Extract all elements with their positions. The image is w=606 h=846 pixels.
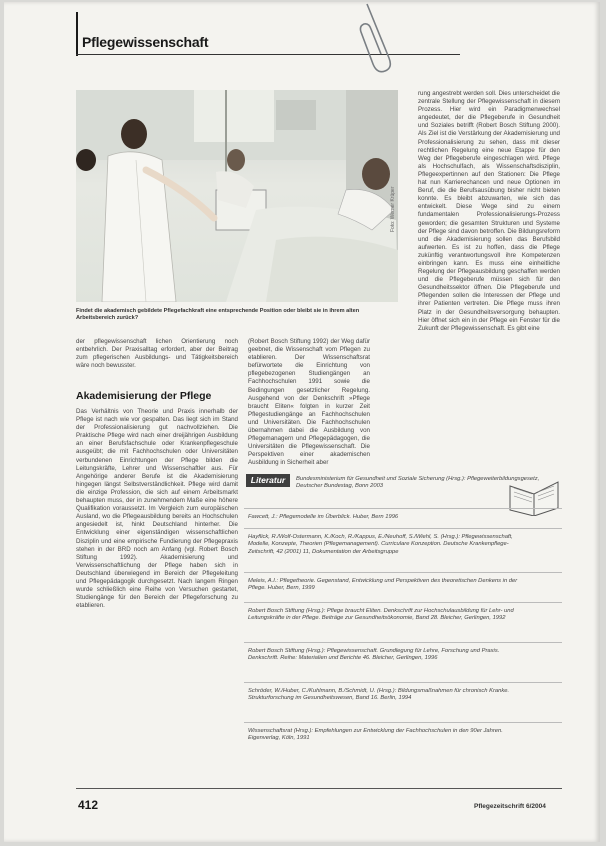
divider [244, 722, 562, 723]
running-title: Pflegezeitschrift 6/2004 [474, 803, 546, 810]
paragraph: rung angestrebt werden soll. Dies unterscheidet die zentrale Stellung der Pflegewissenschaft in diesem Prozess. Hier wird ein Paradigmenwechsel angedeutet, der die Pflegeberufe in Gesundheit und Soziales betrifft (Robert Bosch Stiftung 2000). Als Ziel ist die Verstärkung der Akademisierung und Professionalisierung zu sehen, dass mit dieser rechtlichen Regelung eine neue Etappe für den Weg der Pflegeberufe eingeschlagen wird. Pflege als Hochschulfach, als Wissenschaftsdisziplin, Pflegeexpertinnen auf den Stationen: Die Pflege hat nun Karrierechancen und neue Optionen im Beruf, die die Berufsausübung bisher nicht bieten konnte. Es bleibt abzuwarten, wie sich das entwickelt. Diese Wege sind zu einem fundamentalen Professionalisierungs-Prozess geworden; die gesamten Strukturen und Systeme der Pflege sind davon betroffen. Die Bildungsreform und die Akademisierung sollen das Berufsbild aufwerten. Es ist zu hoffen, dass die Pflege zukünftig verantwortungsvoll ihre Kompetenzen einbringen kann. Es muss eine einheitliche Regelung der Pflegeausbildung geschaffen werden und die Pflegeberufe müssen sich für den Gesundheitssektor öffnen. Die Pflegeberufe und Pflegenden sollen die Interessen der Pflege und ihrer Patienten vertreten. Die Pflege muss ihren Platz in der Gesundheitsversorgung behaupten. Hier öffnet sich ein in der Pflege ein Fenster für die Zukunft der Pflegewissenschaft. Es gibt eine [418, 90, 560, 332]
literature-entry: Wissenschaftsrat (Hrsg.): Empfehlungen zur Entwicklung der Fachhochschulen in den 90er Jahren. Eigenverlag, Köln, 1991 [248, 728, 503, 742]
divider [244, 572, 562, 573]
article-photo [76, 90, 398, 302]
literature-entry: Hayflick, R./Wolf-Ostermann, K./Koch, R./Kappus, E./Neuhoff, S./Wiehl, S. (Hrsg.): Pflegewissenschaft, Modelle, Konzepte, Theorien (Pflegemanagement). Curriculare Konzeption. Deutsche Krankenpflege-Zeitschrift, 42 (2001) 11, Dokumentation der Arbeitsgruppe [248, 534, 513, 555]
column-middle [248, 338, 370, 468]
divider [244, 528, 562, 529]
literature-entry: Robert Bosch Stiftung (Hrsg.): Pflegewissenschaft. Grundlegung für Lehre, Forschung und Praxis. Denkschrift. Reihe: Materialien und Berichte 46. Bleicher, Gerlingen, 1996 [248, 648, 500, 662]
divider [244, 508, 562, 509]
section-heading: Akademisierung der Pflege [76, 390, 212, 402]
divider [244, 602, 562, 603]
header-rule-horizontal [76, 54, 460, 55]
footer-rule [76, 788, 562, 789]
literature-badge: Literatur [246, 474, 290, 487]
photo-credit: Foto: Werner Krüper [390, 186, 396, 232]
document-page [4, 2, 600, 842]
column-left-intro [76, 338, 238, 370]
literature-entry: Bundesministerium für Gesundheit und Soziale Sicherung (Hrsg.): Pflegeweiterbildungsgesetz, Deutscher Bundestag, Bonn 2003 [296, 476, 540, 490]
paragraph: (Robert Bosch Stiftung 1992) der Weg dafür geebnet, die Wissenschaft vom Pflegen zu etablieren. Der Wissenschaftsrat befürwortete die Einrichtung von pflegebezogenen Studiengängen an Fachhochschulen 1991 sowie die Bedingungen gesetzlicher Regelung. Ausgehend von der Denkschrift »Pflege braucht Eliten« folgten in kurzer Zeit Pflegestudiengänge an Fachhochschulen und Universitäten. Die Fachhochschulen übernahmen dabei die Ausbildung von Pflegemanagern und Pflegepädagogen, die Universitäten die Pflegewissenschaft. Die Perspektiven einer akademischen Ausbildung in Sicherheit aber [248, 338, 370, 467]
literature-entry: Robert Bosch Stiftung (Hrsg.): Pflege braucht Eliten. Denkschrift zur Hochschulausbildung für Lehr- und Leitungskräfte in der Pflege. Beiträge zur Gesundheitsökonomie, Band 28. Bleicher, Gerlingen, 1992 [248, 608, 514, 622]
literature-box [244, 472, 562, 767]
section-title: Pflegewissenschaft [82, 34, 209, 50]
divider [244, 682, 562, 683]
column-left-main [76, 408, 238, 610]
photo-caption: Findet die akademisch gebildete Pflegefachkraft eine entsprechende Position oder bleibt sie in ihrem alten Arbeitsbereich zurück? [76, 308, 360, 321]
header-rule-vertical [76, 12, 78, 56]
paperclip-icon [359, 2, 399, 74]
literature-entry: Fawcett, J.: Pflegemodelle im Überblick. Huber, Bern 1996 [248, 514, 399, 520]
divider [244, 642, 562, 643]
paragraph: der pflegewissenschaft lichen Orientierung noch entbehrlich. Der Praxisalltag erfordert, aber der Beitrag zum pflegerischen Ausbildungs- und Tätigkeitsbereich wäre noch bewusster. [76, 338, 238, 370]
literature-entry: Meleis, A.I.: Pflegetheorie. Gegenstand, Entwicklung und Perspektiven des theoretischen Denkens in der Pflege. Huber, Bern, 1999 [248, 578, 518, 592]
page-number: 412 [78, 798, 99, 812]
hospital-scene-image [76, 90, 398, 302]
literature-entry: Schröder, W./Huber, C./Kuhlmann, B./Schmidt, U. (Hrsg.): Bildungsmaßnahmen für chronisch Kranke. Strukturforschung im Gesundheitswesen, Band 16. Berlin, 1994 [248, 688, 510, 702]
column-right [418, 90, 560, 333]
paragraph: Das Verhältnis von Theorie und Praxis innerhalb der Pflege ist nach wie vor gespalten. Das liegt sich im Stand der Professionalisierung gut nachvollziehen. Die Praktische Pflege wird nach einer dreijährigen Ausbildung an einer Berufsfachschule oder Krankenpflegeschule ausgeübt; die mit Fachhochschulen oder Universitäten verbundenen Einrichtungen der Pflege bilden die Leitungskräfte, Lehrer und Wissenschaftler aus. Für Angehörige anderer Berufe ist die Akademisierung hingegen längst Selbstverständlichkeit. Pflege wird damit die einzige Profession, die sich auf einem Arbeitsmarkt behaupten muss, der in zunehmendem Maße eine höhere Qualifikation voraussetzt. Im Vergleich zum europäischen Ausland, wo die Pflegeausbildung bereits an Hochschulen angesiedelt ist, hinkt Deutschland hinterher. Die Entwicklung einer eigenständigen wissenschaftlichen Disziplin und eine empirische Fundierung der Pflegepraxis stehen in der BRD noch am Anfang (vgl. Robert Bosch Stiftung 1992). Akademisierung und Verwissenschaftlichung der Pflege haben sich in Deutschland überwiegend im Bereich der Pflegeleitung und Pflegepädagogik durchgesetzt. Nach langem Ringen wurde schließlich eine Reihe von Versuchen gestartet, Studiengänge für den Bereich der Pflegeforschung zu etablieren. [76, 408, 238, 610]
